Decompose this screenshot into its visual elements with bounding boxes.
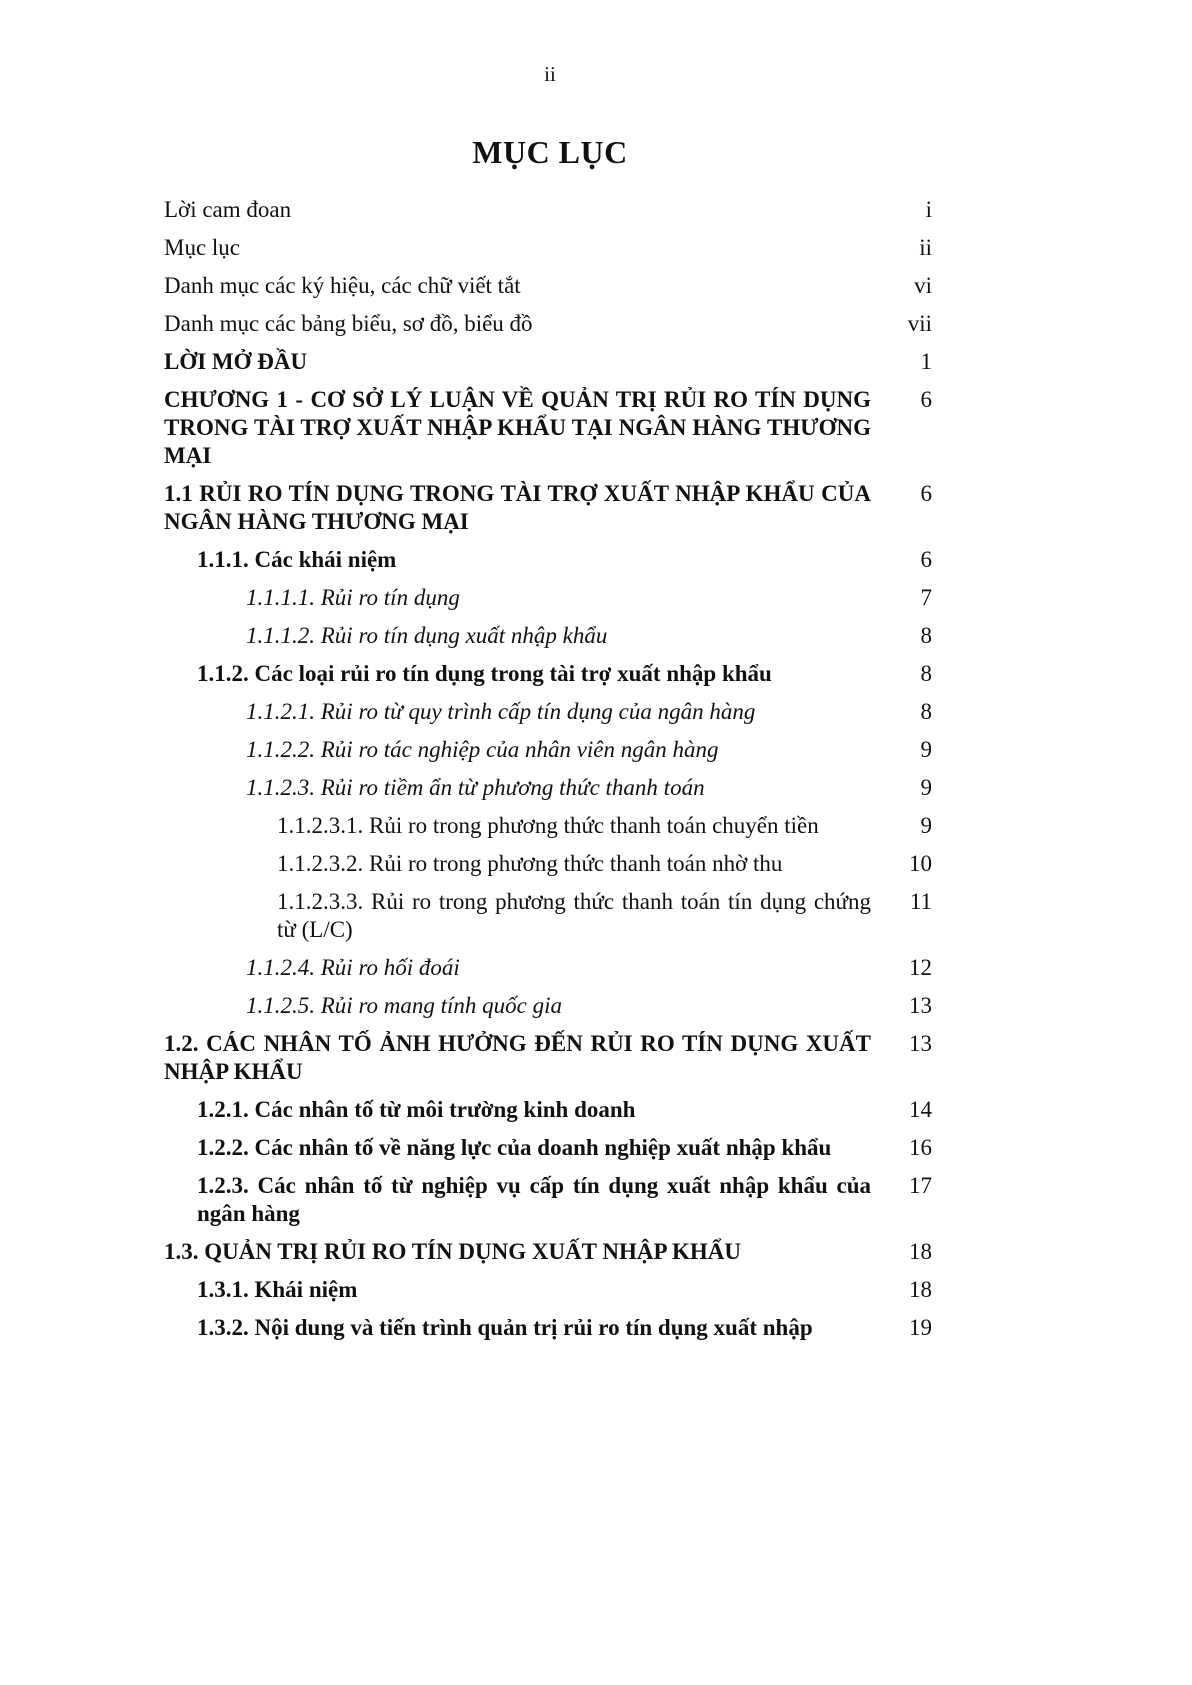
toc-entry-label: 1.2.3. Các nhân tố từ nghiệp vụ cấp tín dụng xuất nhập khẩu của ngân hàng — [197, 1173, 871, 1226]
toc-entry[interactable] — [164, 1172, 944, 1228]
table-of-contents — [164, 196, 944, 1352]
toc-entry-page: ii — [919, 235, 932, 260]
toc-entry[interactable] — [164, 196, 944, 224]
toc-title: MỤC LỤC — [472, 134, 628, 170]
toc-entry-label: 1.1.2.2. Rủi ro tác nghiệp của nhân viên ngân hàng — [246, 737, 719, 762]
toc-entry-page: i — [925, 197, 932, 222]
toc-entry-page: 18 — [909, 1239, 932, 1264]
page-number: ii — [544, 62, 556, 86]
toc-entry-page: 9 — [920, 737, 932, 762]
toc-entry[interactable] — [164, 1030, 944, 1086]
toc-entry[interactable] — [164, 850, 944, 878]
toc-entry-page: 8 — [920, 661, 932, 686]
toc-entry[interactable] — [164, 272, 944, 300]
toc-entry-label: 1.1.1.1. Rủi ro tín dụng — [246, 585, 460, 610]
toc-entry-page: 8 — [920, 699, 932, 724]
toc-entry-page: 13 — [909, 993, 932, 1018]
toc-entry-label: 1.3.2. Nội dung và tiến trình quản trị rủi ro tín dụng xuất nhập — [197, 1315, 813, 1340]
toc-entry[interactable] — [164, 310, 944, 338]
toc-entry-label: Mục lục — [164, 235, 241, 260]
toc-entry[interactable] — [164, 234, 944, 262]
toc-entry-label: LỜI MỞ ĐẦU — [164, 349, 308, 374]
toc-entry-page: 9 — [920, 775, 932, 800]
toc-entry-page: 16 — [909, 1135, 932, 1160]
toc-entry-label: CHƯƠNG 1 - CƠ SỞ LÝ LUẬN VỀ QUẢN TRỊ RỦI RO TÍN DỤNG TRONG TÀI TRỢ XUẤT NHẬP KHẨU TẠI NGÂN HÀNG THƯƠNG MẠI — [164, 387, 871, 468]
toc-entry-label: 1.1.2.3.2. Rủi ro trong phương thức thanh toán nhờ thu — [277, 851, 783, 876]
toc-entry-label: 1.1 RỦI RO TÍN DỤNG TRONG TÀI TRỢ XUẤT NHẬP KHẨU CỦA NGÂN HÀNG THƯƠNG MẠI — [164, 481, 871, 534]
toc-entry[interactable] — [164, 1096, 944, 1124]
toc-entry-label: 1.1.2. Các loại rủi ro tín dụng trong tài trợ xuất nhập khẩu — [197, 661, 772, 686]
toc-entry[interactable] — [164, 1314, 944, 1342]
toc-entry-label: 1.1.2.4. Rủi ro hối đoái — [246, 955, 460, 980]
toc-entry[interactable] — [164, 546, 944, 574]
toc-entry-label: 1.1.2.3.3. Rủi ro trong phương thức thanh toán tín dụng chứng từ (L/C) — [277, 889, 871, 942]
toc-entry-page: 19 — [909, 1315, 932, 1340]
toc-entry[interactable] — [164, 348, 944, 376]
toc-entry-label: Lời cam đoan — [164, 197, 292, 222]
toc-entry[interactable] — [164, 1238, 944, 1266]
toc-entry-page: 18 — [909, 1277, 932, 1302]
toc-entry-page: vii — [907, 311, 932, 336]
toc-entry-label: 1.1.2.5. Rủi ro mang tính quốc gia — [246, 993, 563, 1018]
toc-entry[interactable] — [164, 1276, 944, 1304]
toc-entry[interactable] — [164, 954, 944, 982]
toc-entry[interactable] — [164, 386, 944, 470]
toc-entry-page: 7 — [920, 585, 932, 610]
toc-entry-page: 14 — [909, 1097, 932, 1122]
toc-entry-page: 6 — [920, 481, 932, 506]
toc-entry-label: Danh mục các bảng biểu, sơ đồ, biểu đồ — [164, 311, 533, 336]
toc-entry-label: 1.1.2.1. Rủi ro từ quy trình cấp tín dụng của ngân hàng — [246, 699, 756, 724]
toc-entry-label: 1.1.2.3. Rủi ro tiềm ẩn từ phương thức thanh toán — [246, 775, 705, 800]
toc-entry-page: 11 — [909, 889, 932, 914]
toc-entry[interactable] — [164, 584, 944, 612]
toc-entry-page: 17 — [909, 1173, 932, 1198]
toc-entry[interactable] — [164, 698, 944, 726]
toc-entry-label: Danh mục các ký hiệu, các chữ viết tắt — [164, 273, 521, 298]
toc-entry-label: 1.1.1. Các khái niệm — [197, 547, 397, 572]
toc-entry-page: 10 — [909, 851, 932, 876]
toc-entry-page: 6 — [920, 387, 932, 412]
toc-entry[interactable] — [164, 992, 944, 1020]
toc-entry-page: 1 — [920, 349, 932, 374]
toc-entry[interactable] — [164, 736, 944, 764]
toc-entry[interactable] — [164, 622, 944, 650]
toc-entry[interactable] — [164, 812, 944, 840]
toc-entry-label: 1.3.1. Khái niệm — [197, 1277, 358, 1302]
toc-entry[interactable] — [164, 480, 944, 536]
toc-entry[interactable] — [164, 888, 944, 944]
toc-entry-page: 13 — [909, 1031, 932, 1056]
toc-entry-page: 9 — [920, 813, 932, 838]
toc-entry[interactable] — [164, 660, 944, 688]
toc-entry-label: 1.1.2.3.1. Rủi ro trong phương thức thanh toán chuyển tiền — [277, 813, 819, 838]
toc-entry[interactable] — [164, 774, 944, 802]
toc-entry-label: 1.1.1.2. Rủi ro tín dụng xuất nhập khẩu — [246, 623, 608, 648]
toc-entry-label: 1.2.1. Các nhân tố từ môi trường kinh doanh — [197, 1097, 636, 1122]
toc-entry[interactable] — [164, 1134, 944, 1162]
toc-entry-page: 8 — [920, 623, 932, 648]
toc-entry-page: 12 — [909, 955, 932, 980]
toc-entry-label: 1.2. CÁC NHÂN TỐ ẢNH HƯỞNG ĐẾN RỦI RO TÍN DỤNG XUẤT NHẬP KHẨU — [164, 1031, 871, 1084]
toc-entry-label: 1.3. QUẢN TRỊ RỦI RO TÍN DỤNG XUẤT NHẬP KHẨU — [164, 1239, 741, 1264]
toc-entry-page: vi — [914, 273, 932, 298]
toc-entry-label: 1.2.2. Các nhân tố về năng lực của doanh nghiệp xuất nhập khẩu — [197, 1135, 832, 1160]
toc-entry-page: 6 — [920, 547, 932, 572]
